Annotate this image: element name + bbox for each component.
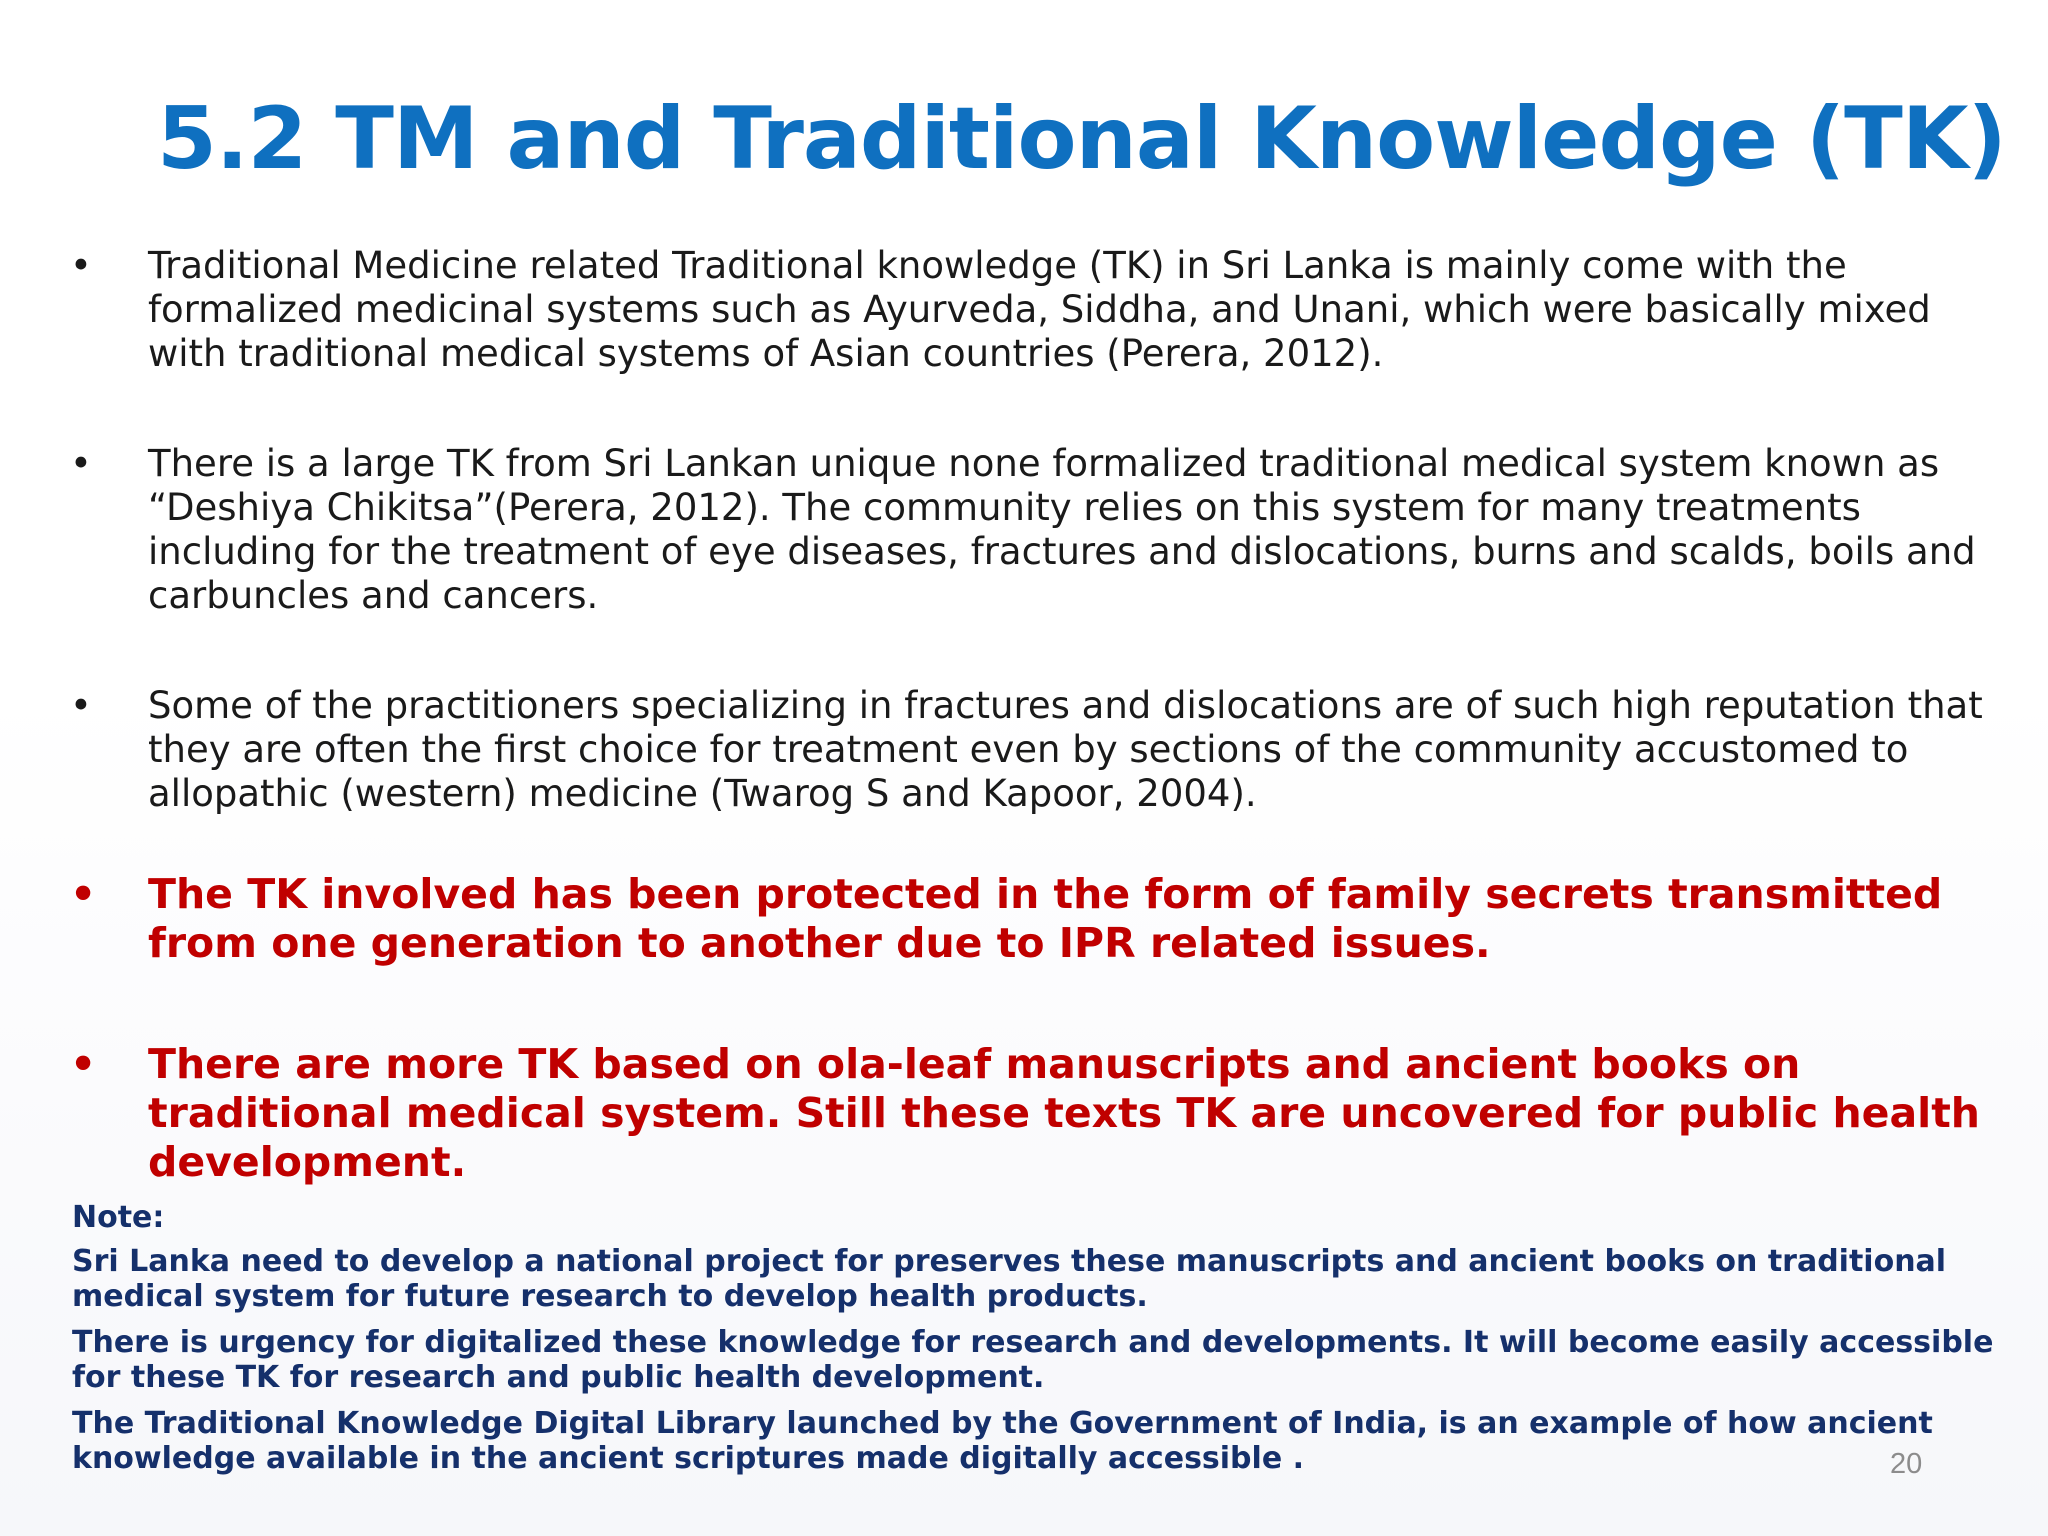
bullet-item-emphasis (70, 870, 2000, 968)
bullet-text: Traditional Medicine related Traditional knowledge (TK) in Sri Lanka is mainly come with the formalized medicinal systems such as Ayurveda, Siddha, and Unani, which were basically mixed with traditional medical systems of Asian countries (Perera, 2012). (148, 244, 1931, 375)
note-paragraph: Sri Lanka need to develop a national project for preserves these manuscripts and ancient books on traditional medical system for future research to develop health products. (72, 1244, 1947, 1314)
bullet-item (70, 684, 2000, 816)
bullet-marker: • (70, 684, 92, 727)
note-paragraph: The Traditional Knowledge Digital Library launched by the Government of India, is an example of how ancient knowledge available in the ancient scriptures made digitally accessible . (72, 1406, 1933, 1476)
page-number: 20 (1890, 1448, 1923, 1480)
note-heading: Note: (72, 1200, 165, 1235)
bullet-item (70, 442, 2000, 618)
bullet-item-emphasis (70, 1040, 2000, 1187)
bullet-text: Some of the practitioners specializing in fractures and dislocations are of such high reputation that they are often the first choice for treatment even by sections of the community accustomed to allopathic (western) medicine (Twarog S and Kapoor, 2004). (148, 684, 1983, 815)
bullet-marker: • (70, 442, 92, 485)
note-section (72, 1200, 2002, 1487)
bullet-list (70, 244, 2000, 1187)
bullet-text: There is a large TK from Sri Lankan unique none formalized traditional medical system known as “Deshiya Chikitsa”(Perera, 2012). The community relies on this system for many treatments including for the treatment of eye diseases, fractures and dislocations, burns and scalds, boils and carbuncles and cancers. (148, 442, 1976, 617)
bullet-marker: • (70, 870, 97, 918)
note-paragraph: There is urgency for digitalized these knowledge for research and developments. It will become easily accessible for these TK for research and public health development. (72, 1325, 1994, 1395)
bullet-item (70, 244, 2000, 376)
bullet-marker: • (70, 244, 92, 287)
slide-title: 5.2 TM and Traditional Knowledge (TK) (157, 89, 2006, 189)
bullet-text: There are more TK based on ola-leaf manuscripts and ancient books on traditional medical system. Still these texts TK are uncovered for public health development. (148, 1040, 1980, 1186)
bullet-text: The TK involved has been protected in the form of family secrets transmitted from one generation to another due to IPR related issues. (148, 870, 1943, 967)
bullet-marker: • (70, 1040, 97, 1088)
